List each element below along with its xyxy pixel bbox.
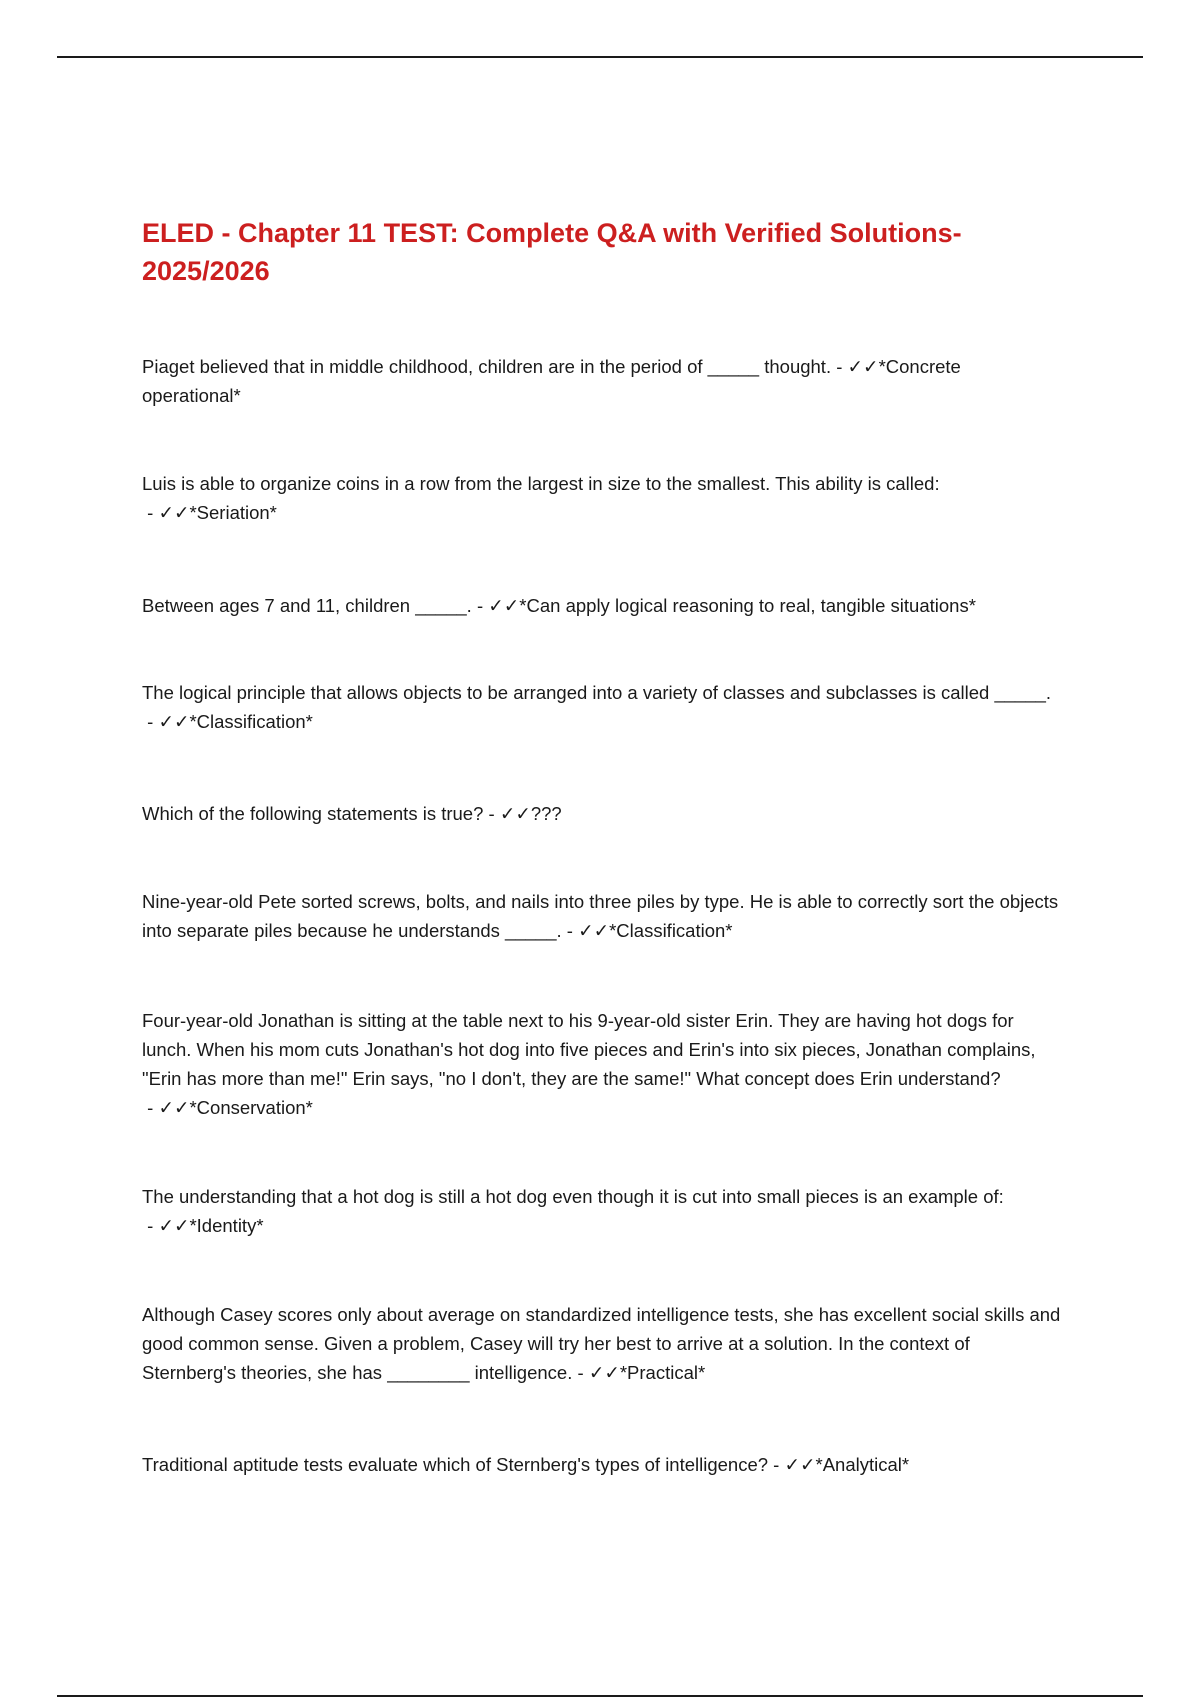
separator: - bbox=[142, 1215, 159, 1236]
qa-item bbox=[142, 1182, 1062, 1240]
check-marks: ✓✓ bbox=[158, 1097, 190, 1118]
answer-text: ??? bbox=[530, 803, 562, 824]
question-text: The understanding that a hot dog is still a hot dog even though it is cut into small pieces is an example of: bbox=[142, 1186, 1004, 1207]
qa-item bbox=[142, 469, 1062, 527]
qa-item bbox=[142, 591, 1062, 620]
answer-text: *Concrete operational* bbox=[142, 356, 961, 406]
question-text: Four-year-old Jonathan is sitting at the table next to his 9-year-old sister Erin. They are having hot dogs for lunch. When his mom cuts Jonathan's hot dog into five pieces and Erin's into six pieces, Jonathan complains, "Erin has more than me!" Erin says, "no I don't, they are the same!" What concept does Erin understand? bbox=[142, 1010, 1036, 1089]
separator: - bbox=[142, 502, 159, 523]
question-text: Traditional aptitude tests evaluate which of Sternberg's types of intelligence? bbox=[142, 1454, 769, 1475]
answer-text: *Can apply logical reasoning to real, tangible situations* bbox=[519, 595, 976, 616]
question-text: Although Casey scores only about average on standardized intelligence tests, she has excellent social skills and good common sense. Given a problem, Casey will try her best to arrive at a solution. In the context of Sternberg's theories, she has ________ intelligence. bbox=[142, 1304, 1061, 1383]
qa-item bbox=[142, 1300, 1062, 1387]
check-marks: ✓✓ bbox=[578, 920, 610, 941]
check-marks: ✓✓ bbox=[784, 1454, 816, 1475]
answer-text: *Seriation* bbox=[189, 502, 277, 523]
question-text: Nine-year-old Pete sorted screws, bolts, and nails into three piles by type. He is able to correctly sort the objects into separate piles because he understands _____. bbox=[142, 891, 1059, 941]
answer-text: *Identity* bbox=[189, 1215, 264, 1236]
question-text: The logical principle that allows objects to be arranged into a variety of classes and subclasses is called _____. bbox=[142, 682, 1052, 703]
header-rule bbox=[57, 56, 1143, 58]
answer-text: *Practical* bbox=[619, 1362, 706, 1383]
separator: - bbox=[471, 595, 489, 616]
question-text: Which of the following statements is true? bbox=[142, 803, 484, 824]
qa-item bbox=[142, 1450, 1062, 1479]
check-marks: ✓✓ bbox=[847, 356, 879, 377]
answer-text: *Conservation* bbox=[189, 1097, 313, 1118]
check-marks: ✓✓ bbox=[158, 1215, 190, 1236]
separator: - bbox=[142, 711, 159, 732]
check-marks: ✓✓ bbox=[488, 595, 520, 616]
question-text: Piaget believed that in middle childhood, children are in the period of _____ thought. bbox=[142, 356, 832, 377]
qa-item bbox=[142, 1006, 1062, 1122]
check-marks: ✓✓ bbox=[588, 1362, 620, 1383]
qa-item bbox=[142, 678, 1062, 736]
footer-rule bbox=[57, 1695, 1143, 1697]
qa-item bbox=[142, 352, 1062, 410]
check-marks: ✓✓ bbox=[158, 711, 190, 732]
question-text: Luis is able to organize coins in a row from the largest in size to the smallest. This ability is called: bbox=[142, 473, 940, 494]
separator: - bbox=[561, 920, 579, 941]
document-title: ELED - Chapter 11 TEST: Complete Q&A with Verified Solutions- 2025/2026 bbox=[142, 218, 962, 286]
answer-text: *Classification* bbox=[609, 920, 733, 941]
separator: - bbox=[831, 356, 848, 377]
qa-item bbox=[142, 887, 1062, 945]
answer-text: *Classification* bbox=[189, 711, 313, 732]
qa-item bbox=[142, 799, 1062, 828]
question-text: Between ages 7 and 11, children _____. bbox=[142, 595, 472, 616]
answer-text: *Analytical* bbox=[815, 1454, 910, 1475]
check-marks: ✓✓ bbox=[499, 803, 531, 824]
separator: - bbox=[768, 1454, 785, 1475]
separator: - bbox=[142, 1097, 159, 1118]
separator: - bbox=[572, 1362, 589, 1383]
separator: - bbox=[483, 803, 500, 824]
check-marks: ✓✓ bbox=[158, 502, 190, 523]
